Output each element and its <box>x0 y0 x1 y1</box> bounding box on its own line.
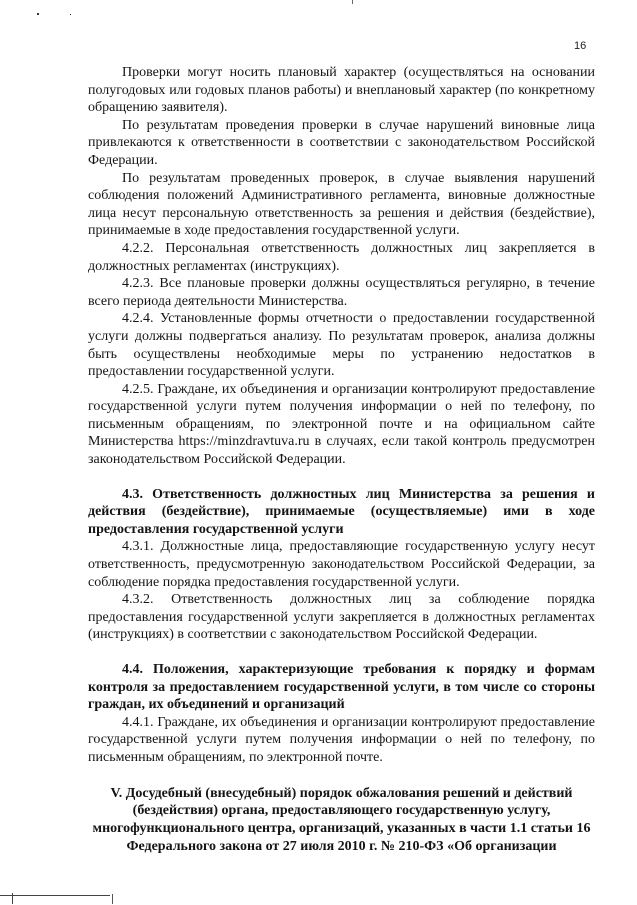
paragraph-violations-responsibility: По результатам проведенных проверок, в случае выявления нарушений соблюдения положений Административного регламента, виновные должностные лица несут персональную ответственность за решения и действия (бездействие), принимаемые в ходе предоставления государственной услуги. <box>88 170 595 239</box>
paragraph-inspection-results: По результатам проведения проверки в случае нарушений виновные лица привлекаются к ответственности в соответствии с законодательством Российской Федерации. <box>88 117 595 168</box>
page-number: 16 <box>574 40 587 52</box>
paragraph-inspections-type: Проверки могут носить плановый характер (осуществляться на основании полугодовых или годовых планов работы) и внеплановый характер (по конкретному обращению заявителя). <box>88 65 595 116</box>
paragraph-4-4-1: 4.4.1. Граждане, их объединения и организации контролируют предоставление государственной услуги путем получения информации о ней по телефону, по письменным обращениям, по электронной почте. <box>88 714 595 765</box>
scan-artifact <box>37 13 39 15</box>
scan-artifact <box>112 894 113 904</box>
paragraph-4-3-1: 4.3.1. Должностные лица, предоставляющие государственную услугу несут ответственность, предусмотренную законодательством Российской Федерации, за соблюдение порядка предоставления государственной услуги. <box>88 539 595 590</box>
scan-artifact <box>0 895 110 896</box>
scan-artifact <box>12 893 13 904</box>
paragraph-4-2-4: 4.2.4. Установленные формы отчетности о предоставлении государственной услуги должны подвергаться анализу. По результатам проверок, анализа должны быть осуществлены необходимые меры по устранению недостатков в предоставлении государственной услуги. <box>88 311 595 380</box>
paragraph-4-2-3: 4.2.3. Все плановые проверки должны осуществляться регулярно, в течение всего периода деятельности Министерства. <box>88 276 595 309</box>
chapter-heading-v: V. Досудебный (внесудебный) порядок обжалования решений и действий (бездействия) органа, предоставляющего государственную услугу, многофункционального центра, организаций, указанных в части 1.1 статьи 16 Федерального закона от 27 июля 2010 г. № 210-ФЗ «Об организации <box>92 785 591 854</box>
paragraph-4-2-2: 4.2.2. Персональная ответственность должностных лиц закрепляется в должностных регламентах (инструкциях). <box>88 240 595 274</box>
paragraph-4-2-5: 4.2.5. Граждане, их объединения и организации контролируют предоставление государственной услуги путем получения информации о ней по телефону, по письменным обращениям, по электронной почте и на официальном сайте Министерства https://minzdravtuva.ru в случаях, если такой контроль предусмотрен законодательством Российской Федерации. <box>88 381 595 468</box>
scan-artifact <box>352 0 353 4</box>
section-heading-4-4: 4.4. Положения, характеризующие требования к порядку и формам контроля за предоставлением государственной услуги, в том числе со стороны граждан, их объединений и организаций <box>88 662 595 713</box>
section-heading-4-3: 4.3. Ответственность должностных лиц Министерства за решения и действия (бездействие), принимаемые (осуществляемые) ими в ходе предоставления государственной услуги <box>88 486 595 537</box>
scan-artifact <box>70 14 71 15</box>
paragraph-4-3-2: 4.3.2. Ответственность должностных лиц за соблюдение порядка предоставления государственной услуги закрепляется в должностных регламентах (инструкциях) в соответствии с законодательством Российской Федерации. <box>88 592 595 643</box>
document-body <box>88 64 595 856</box>
